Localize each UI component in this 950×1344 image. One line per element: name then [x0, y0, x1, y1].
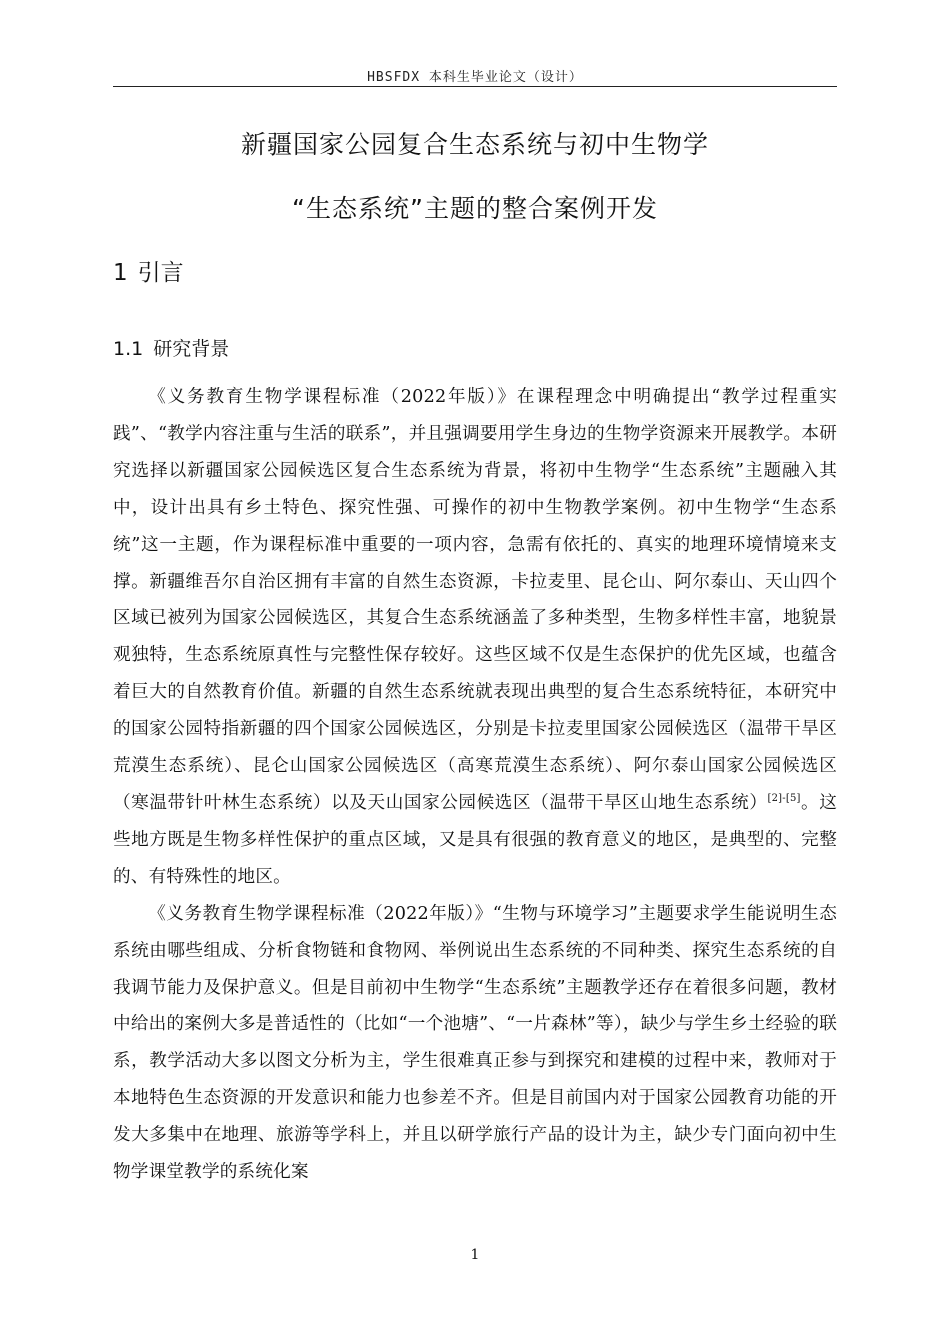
subsection-title: 研究背景	[153, 338, 230, 360]
thesis-title-line-2: “生态系统”主题的整合案例开发	[292, 194, 658, 223]
section-number: 1	[113, 260, 128, 286]
paragraph-1-text: 《义务教育生物学课程标准（2022年版）》在课程理念中明确提出“教学过程重实践”、“教学内容注重与生活的联系”，并且强调要用学生身边的生物学资源来开展教学。本研究选择以新疆国家公园候选区复合生态系统为背景，将初中生物学“生态系统”主题融入其中，设计出具有乡土特色、探究性强、可操作的初中生物教学案例。初中生物学“生态系统”这一主题，作为课程标准中重要的一项内容，急需有依托的、真实的地理环境情境来支撑。新疆维吾尔自治区拥有丰富的自然生态资源，卡拉麦里、昆仑山、阿尔泰山、天山四个区域已被列为国家公园候选区，其复合生态系统涵盖了多种类型，生物多样性丰富，地貌景观独特，生态系统原真性与完整性保存较好。这些区域不仅是生态保护的优先区域，也蕴含着巨大的自然教育价值。新疆的自然生态系统就表现出典型的复合生态系统特征，本研究中的国家公园特指新疆的四个国家公园候选区，分别是卡拉麦里国家公园候选区（温带干旱区荒漠生态系统）、昆仑山国家公园候选区（高寒荒漠生态系统）、阿尔泰山国家公园候选区（寒温带针叶林生态系统）以及天山国家公园候选区（温带干旱区山地生态系统）	[113, 387, 837, 813]
body-text	[113, 379, 837, 1191]
subsection-number: 1.1	[113, 338, 144, 360]
page-header: HBSFDX 本科生毕业论文（设计）	[367, 70, 583, 85]
paragraph-2: 《义务教育生物学课程标准（2022年版）》“生物与环境学习”主题要求学生能说明生态系统由哪些组成、分析食物链和食物网、举例说出生态系统的不同种类、探究生态系统的自我调节能力及保护意义。但是目前初中生物学“生态系统”主题教学还存在着很多问题，教材中给出的案例大多是普适性的（比如“一个池塘”、“一片森林”等），缺少与学生乡土经验的联系，教学活动大多以图文分析为主，学生很难真正参与到探究和建模的过程中来，教师对于本地特色生态资源的开发意识和能力也参差不齐。但是目前国内对于国家公园教育功能的开发大多集中在地理、旅游等学科上，并且以研学旅行产品的设计为主，缺少专门面向初中生物学课堂教学的系统化案	[113, 903, 837, 1183]
thesis-title-line-1: 新疆国家公园复合生态系统与初中生物学	[240, 130, 709, 159]
paragraph-1-tail: 。这些地方既是生物多样性保护的重点区域，又是具有很强的教育意义的地区，是典型的、完整的、有特殊性的地区。	[113, 792, 837, 887]
section-title: 引言	[137, 260, 184, 286]
section-heading-introduction	[113, 254, 184, 287]
citation-marker: [2]-[5]	[767, 792, 801, 804]
paragraph-1	[113, 379, 837, 896]
subsection-heading-background	[113, 334, 229, 361]
page-number: 1	[470, 1247, 480, 1263]
header-divider	[113, 86, 837, 87]
